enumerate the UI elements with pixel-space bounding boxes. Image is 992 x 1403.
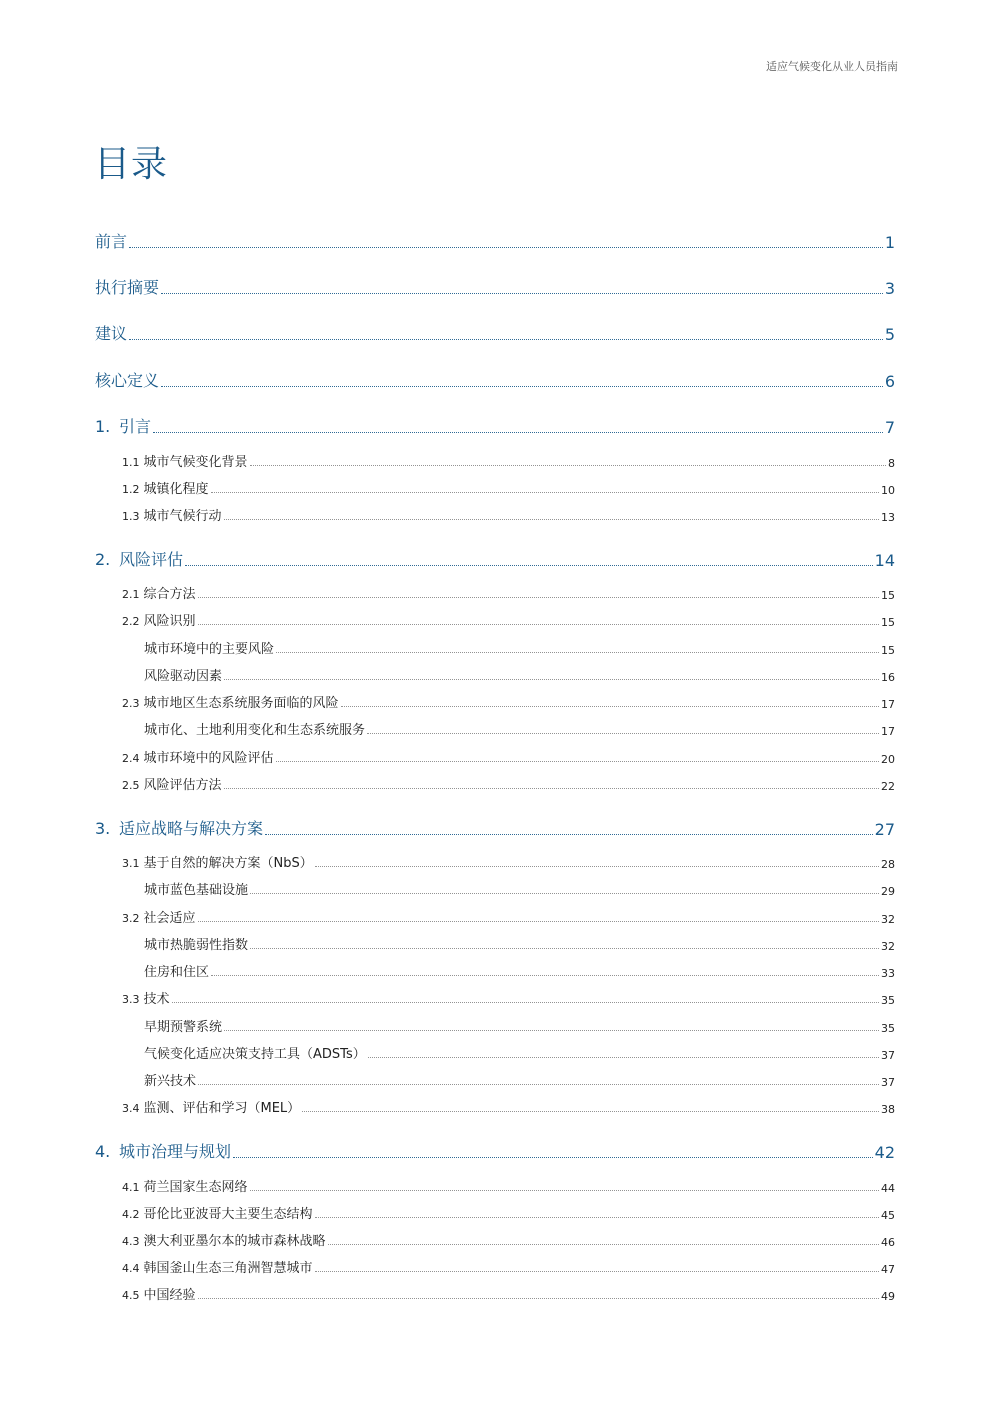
toc-entry-preface[interactable] — [95, 229, 895, 252]
dot-leader — [198, 597, 879, 598]
toc-subsection[interactable] — [144, 1070, 895, 1089]
toc-page-number: 14 — [874, 551, 895, 570]
toc-entry-label: 技术 — [143, 992, 170, 1007]
dot-leader — [153, 432, 883, 433]
toc-page-number: 44 — [881, 1182, 895, 1195]
toc-entry-label: 城市气候变化背景 — [143, 455, 248, 470]
toc-entry-label: 适应战略与解决方案 — [119, 819, 264, 838]
dot-leader — [198, 1084, 879, 1085]
toc-entry-label: 核心定义 — [95, 371, 160, 390]
dot-leader — [198, 1298, 879, 1299]
dot-leader — [224, 519, 879, 520]
dot-leader — [328, 1244, 879, 1245]
toc-entry-label: 建议 — [95, 324, 128, 343]
chapter-number: 4. — [95, 1142, 111, 1161]
dot-leader — [367, 733, 879, 734]
toc-page-number: 32 — [881, 940, 895, 953]
running-header: 适应气候变化从业人员指南 — [766, 60, 898, 73]
toc-page-number: 37 — [881, 1049, 895, 1062]
dot-leader — [250, 948, 879, 949]
toc-chapter-3[interactable] — [95, 816, 895, 839]
toc-page-number: 15 — [881, 644, 895, 657]
toc-page-number: 46 — [881, 1236, 895, 1249]
toc-section-1-2[interactable] — [122, 478, 895, 497]
toc-page-number: 33 — [881, 967, 895, 980]
toc-page-number: 10 — [881, 484, 895, 497]
toc-entry-label: 城市热脆弱性指数 — [144, 938, 249, 953]
toc-entry-label: 风险识别 — [143, 614, 196, 629]
dot-leader — [265, 834, 873, 835]
toc-entry-label: 监测、评估和学习（MEL） — [143, 1101, 301, 1116]
dot-leader — [185, 565, 873, 566]
toc-entry-label: 城市蓝色基础设施 — [144, 883, 249, 898]
toc-section-2-5[interactable] — [122, 774, 895, 793]
toc-page-number: 37 — [881, 1076, 895, 1089]
toc-entry-label: 中国经验 — [143, 1288, 196, 1303]
section-number: 2.4 — [122, 752, 140, 765]
dot-leader — [233, 1157, 873, 1158]
toc-page-number: 49 — [881, 1290, 895, 1303]
toc-entry-label: 新兴技术 — [144, 1074, 197, 1089]
dot-leader — [276, 761, 879, 762]
dot-leader — [198, 624, 879, 625]
toc-entry-label: 城镇化程度 — [143, 482, 209, 497]
toc-section-3-2[interactable] — [122, 907, 895, 926]
section-number: 2.5 — [122, 779, 140, 792]
dot-leader — [211, 492, 879, 493]
section-number: 4.5 — [122, 1289, 140, 1302]
toc-entry-label: 城市气候行动 — [143, 509, 222, 524]
toc-subsection[interactable] — [144, 934, 895, 953]
dot-leader — [315, 1217, 879, 1218]
toc-subsection[interactable] — [144, 1016, 895, 1035]
toc-page-number: 47 — [881, 1263, 895, 1276]
toc-page-number: 15 — [881, 589, 895, 602]
toc-page-number: 3 — [884, 279, 895, 298]
toc-section-3-4[interactable] — [122, 1097, 895, 1116]
toc-section-4-5[interactable] — [122, 1284, 895, 1303]
dot-leader — [276, 652, 879, 653]
page-title: 目录 — [94, 144, 169, 185]
dot-leader — [161, 386, 883, 387]
toc-subsection[interactable] — [144, 961, 895, 980]
toc-section-4-1[interactable] — [122, 1176, 895, 1195]
dot-leader — [368, 1057, 879, 1058]
dot-leader — [161, 293, 883, 294]
section-number: 3.4 — [122, 1102, 140, 1115]
toc-section-1-3[interactable] — [122, 505, 895, 524]
toc-page-number: 8 — [888, 457, 895, 470]
toc-page-number: 28 — [881, 858, 895, 871]
toc-entry-label: 执行摘要 — [95, 278, 160, 297]
section-number: 2.1 — [122, 588, 140, 601]
toc-page-number: 35 — [881, 994, 895, 1007]
toc-entry-core-definitions[interactable] — [95, 368, 895, 391]
toc-section-2-1[interactable] — [122, 583, 895, 602]
toc-subsection[interactable] — [144, 665, 895, 684]
section-number: 2.2 — [122, 615, 140, 628]
dot-leader — [224, 1030, 879, 1031]
chapter-number: 1. — [95, 417, 111, 436]
toc-entry-label: 综合方法 — [143, 587, 196, 602]
toc-entry-label: 哥伦比亚波哥大主要生态结构 — [143, 1207, 313, 1222]
section-number: 4.4 — [122, 1262, 140, 1275]
dot-leader — [250, 893, 879, 894]
dot-leader — [129, 339, 883, 340]
dot-leader — [129, 247, 883, 248]
toc-entry-label: 澳大利亚墨尔本的城市森林战略 — [143, 1234, 326, 1249]
toc-entry-label: 城市环境中的风险评估 — [143, 751, 274, 766]
section-number: 3.2 — [122, 912, 140, 925]
toc-section-2-4[interactable] — [122, 747, 895, 766]
toc-entry-label: 荷兰国家生态网络 — [143, 1180, 248, 1195]
dot-leader — [211, 975, 879, 976]
toc-section-2-2[interactable] — [122, 610, 895, 629]
section-number: 1.1 — [122, 456, 140, 469]
toc-entry-label: 住房和住区 — [144, 965, 210, 980]
toc-section-1-1[interactable] — [122, 451, 895, 470]
toc-page-number: 20 — [881, 753, 895, 766]
toc-entry-label: 城市地区生态系统服务面临的风险 — [143, 696, 339, 711]
section-number: 1.3 — [122, 510, 140, 523]
dot-leader — [341, 706, 879, 707]
toc-entry-label: 气候变化适应决策支持工具（ADSTs） — [144, 1047, 366, 1062]
toc-subsection[interactable] — [144, 719, 895, 738]
toc-page-number: 22 — [881, 780, 895, 793]
toc-entry-label: 早期预警系统 — [144, 1020, 223, 1035]
toc-section-3-3[interactable] — [122, 988, 895, 1007]
dot-leader — [198, 921, 879, 922]
toc-entry-label: 风险评估方法 — [143, 778, 222, 793]
section-number: 1.2 — [122, 483, 140, 496]
toc-page-number: 38 — [881, 1103, 895, 1116]
dot-leader — [315, 866, 879, 867]
toc-section-2-3[interactable] — [122, 692, 895, 711]
toc-page-number: 27 — [874, 820, 895, 839]
dot-leader — [224, 788, 879, 789]
toc-entry-label: 风险评估 — [119, 550, 184, 569]
toc-entry-label: 社会适应 — [143, 911, 196, 926]
toc-entry-label: 韩国釜山生态三角洲智慧城市 — [143, 1261, 313, 1276]
toc-subsection[interactable] — [144, 879, 895, 898]
toc-entry-recommendations[interactable] — [95, 321, 895, 344]
chapter-number: 2. — [95, 550, 111, 569]
toc-section-4-4[interactable] — [122, 1257, 895, 1276]
dot-leader — [224, 679, 879, 680]
toc-page-number: 17 — [881, 725, 895, 738]
toc-chapter-1[interactable] — [95, 414, 895, 437]
toc-page-number: 16 — [881, 671, 895, 684]
section-number: 4.2 — [122, 1208, 140, 1221]
toc-section-4-3[interactable] — [122, 1230, 895, 1249]
toc-subsection[interactable] — [144, 1043, 895, 1062]
toc-entry-label: 城市化、土地利用变化和生态系统服务 — [144, 723, 366, 738]
toc-entry-label: 前言 — [95, 232, 128, 251]
toc-chapter-2[interactable] — [95, 547, 895, 570]
toc-page-number: 17 — [881, 698, 895, 711]
toc-page-number: 15 — [881, 616, 895, 629]
dot-leader — [250, 1190, 879, 1191]
toc-page-number: 32 — [881, 913, 895, 926]
toc-subsection[interactable] — [144, 638, 895, 657]
chapter-number: 3. — [95, 819, 111, 838]
toc-page-number: 1 — [884, 233, 895, 252]
toc-section-3-1[interactable] — [122, 852, 895, 871]
toc-section-4-2[interactable] — [122, 1203, 895, 1222]
dot-leader — [172, 1002, 879, 1003]
section-number: 4.3 — [122, 1235, 140, 1248]
toc-page-number: 42 — [874, 1143, 895, 1162]
toc-page-number: 29 — [881, 885, 895, 898]
toc-entry-label: 风险驱动因素 — [144, 669, 223, 684]
section-number: 3.1 — [122, 857, 140, 870]
toc-page-number: 13 — [881, 511, 895, 524]
section-number: 2.3 — [122, 697, 140, 710]
dot-leader — [302, 1111, 879, 1112]
toc-entry-label: 城市治理与规划 — [119, 1142, 232, 1161]
toc-page-number: 7 — [884, 418, 895, 437]
section-number: 3.3 — [122, 993, 140, 1006]
toc-page-number: 35 — [881, 1022, 895, 1035]
toc-entry-label: 基于自然的解决方案（NbS） — [143, 856, 313, 871]
toc-entry-executive-summary[interactable] — [95, 275, 895, 298]
toc-entry-label: 城市环境中的主要风险 — [144, 642, 275, 657]
toc-page-number: 45 — [881, 1209, 895, 1222]
dot-leader — [250, 465, 886, 466]
dot-leader — [315, 1271, 879, 1272]
section-number: 4.1 — [122, 1181, 140, 1194]
toc-page-number: 6 — [884, 372, 895, 391]
toc-chapter-4[interactable] — [95, 1139, 895, 1162]
toc-page-number: 5 — [884, 325, 895, 344]
toc-entry-label: 引言 — [119, 417, 152, 436]
